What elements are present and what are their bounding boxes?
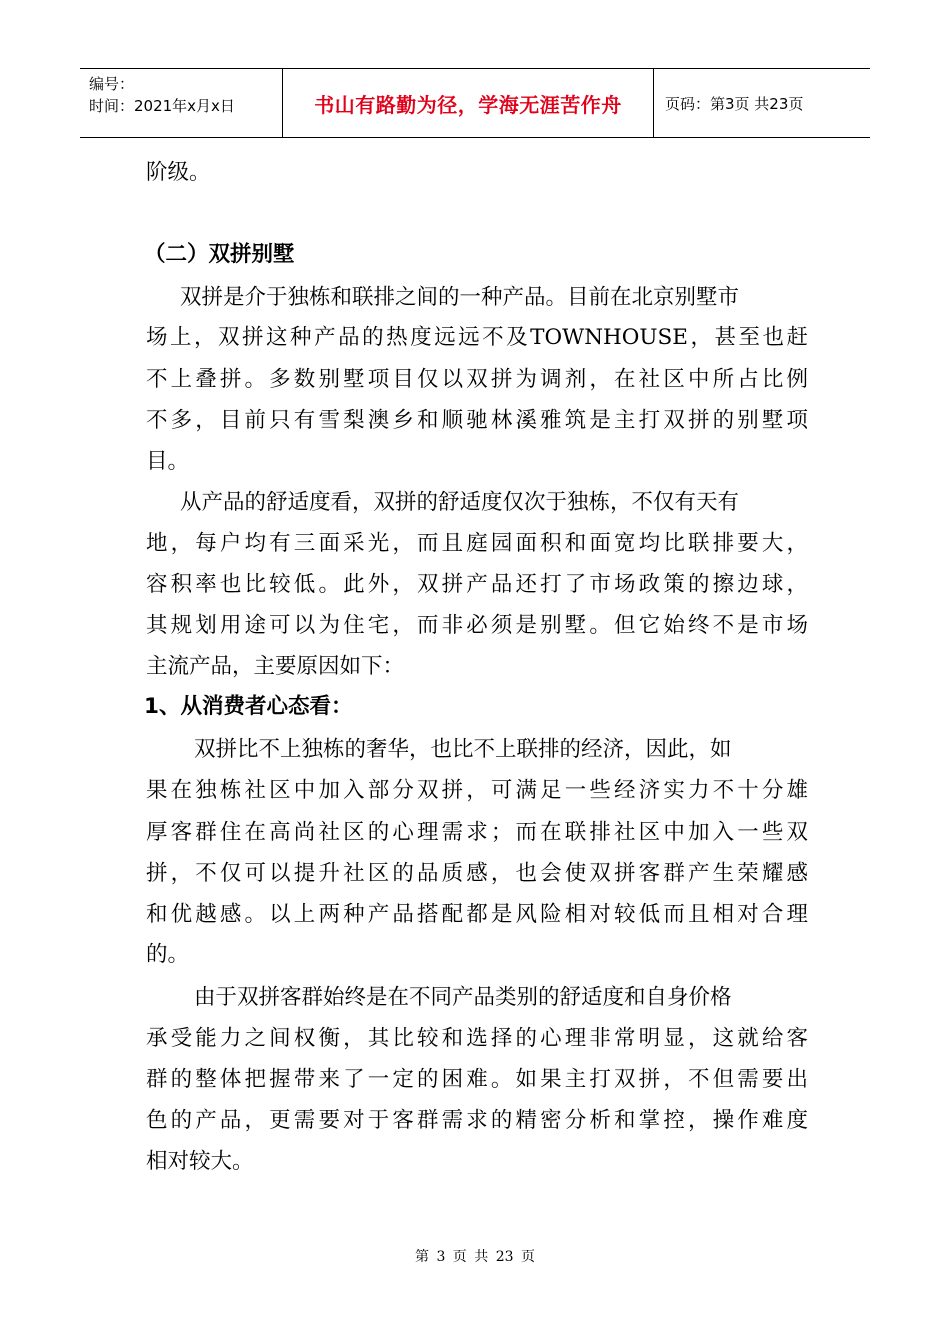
document-header bbox=[80, 68, 870, 138]
paragraph-line: 目。 bbox=[146, 449, 190, 474]
paragraph-line: 从产品的舒适度看，双拼的舒适度仅次于独栋，不仅有天有 bbox=[180, 490, 740, 515]
header-meta bbox=[80, 69, 282, 137]
paragraph-line: 不上叠拼。多数别墅项目仅以双拼为调剂，在社区中所占比例 bbox=[146, 367, 808, 392]
paragraph-line: 果在独栋社区中加入部分双拼，可满足一些经济实力不十分雄 bbox=[146, 778, 808, 803]
paragraph-line: 厚客群住在高尚社区的心理需求；而在联排社区中加入一些双 bbox=[146, 820, 808, 845]
paragraph-line: 拼，不仅可以提升社区的品质感，也会使双拼客群产生荣耀感 bbox=[146, 861, 808, 886]
paragraph-line: 场上，双拼这种产品的热度远远不及TOWNHOUSE，甚至也赶 bbox=[146, 325, 808, 350]
paragraph-line: 相对较大。 bbox=[146, 1149, 254, 1174]
subsection-heading: 1、从消费者心态看： bbox=[144, 694, 353, 719]
paragraph-line: 地，每户均有三面采光，而且庭园面积和面宽均比联排要大， bbox=[146, 531, 808, 556]
paragraph-line: 的。 bbox=[146, 942, 190, 967]
number-label: 编号： bbox=[89, 75, 135, 93]
paragraph-line: 由于双拼客群始终是在不同产品类别的舒适度和自身价格 bbox=[194, 985, 732, 1010]
header-page-info: 页码：第3页 共23页 bbox=[665, 94, 804, 113]
paragraph-line: 双拼比不上独栋的奢华，也比不上联排的经济，因此，如 bbox=[194, 737, 732, 762]
paragraph-line: 其规划用途可以为住宅，而非必须是别墅。但它始终不是市场 bbox=[146, 613, 808, 638]
paragraph-line: 双拼是介于独栋和联排之间的一种产品。目前在北京别墅市 bbox=[180, 285, 740, 310]
section-heading: （二）双拼别墅 bbox=[144, 242, 295, 267]
paragraph-line: 容积率也比较低。此外，双拼产品还打了市场政策的擦边球， bbox=[146, 572, 808, 597]
time-label: 时间：2021年x月x日 bbox=[89, 97, 235, 115]
paragraph-line: 不多，目前只有雪梨澳乡和顺驰林溪雅筑是主打双拼的别墅项 bbox=[146, 408, 808, 433]
paragraph-line: 阶级。 bbox=[146, 160, 211, 185]
header-motto: 书山有路勤为径，学海无涯苦作舟 bbox=[314, 92, 622, 117]
header-motto-cell bbox=[282, 69, 654, 137]
paragraph-line: 色的产品，更需要对于客群需求的精密分析和掌控，操作难度 bbox=[146, 1108, 808, 1133]
page-footer: 第 3 页 共 23 页 bbox=[415, 1249, 535, 1265]
paragraph-line: 群的整体把握带来了一定的困难。如果主打双拼，不但需要出 bbox=[146, 1067, 808, 1092]
paragraph-line: 主流产品，主要原因如下： bbox=[146, 654, 405, 679]
paragraph-line: 承受能力之间权衡，其比较和选择的心理非常明显，这就给客 bbox=[146, 1026, 808, 1051]
paragraph-line: 和优越感。以上两种产品搭配都是风险相对较低而且相对合理 bbox=[146, 902, 808, 927]
